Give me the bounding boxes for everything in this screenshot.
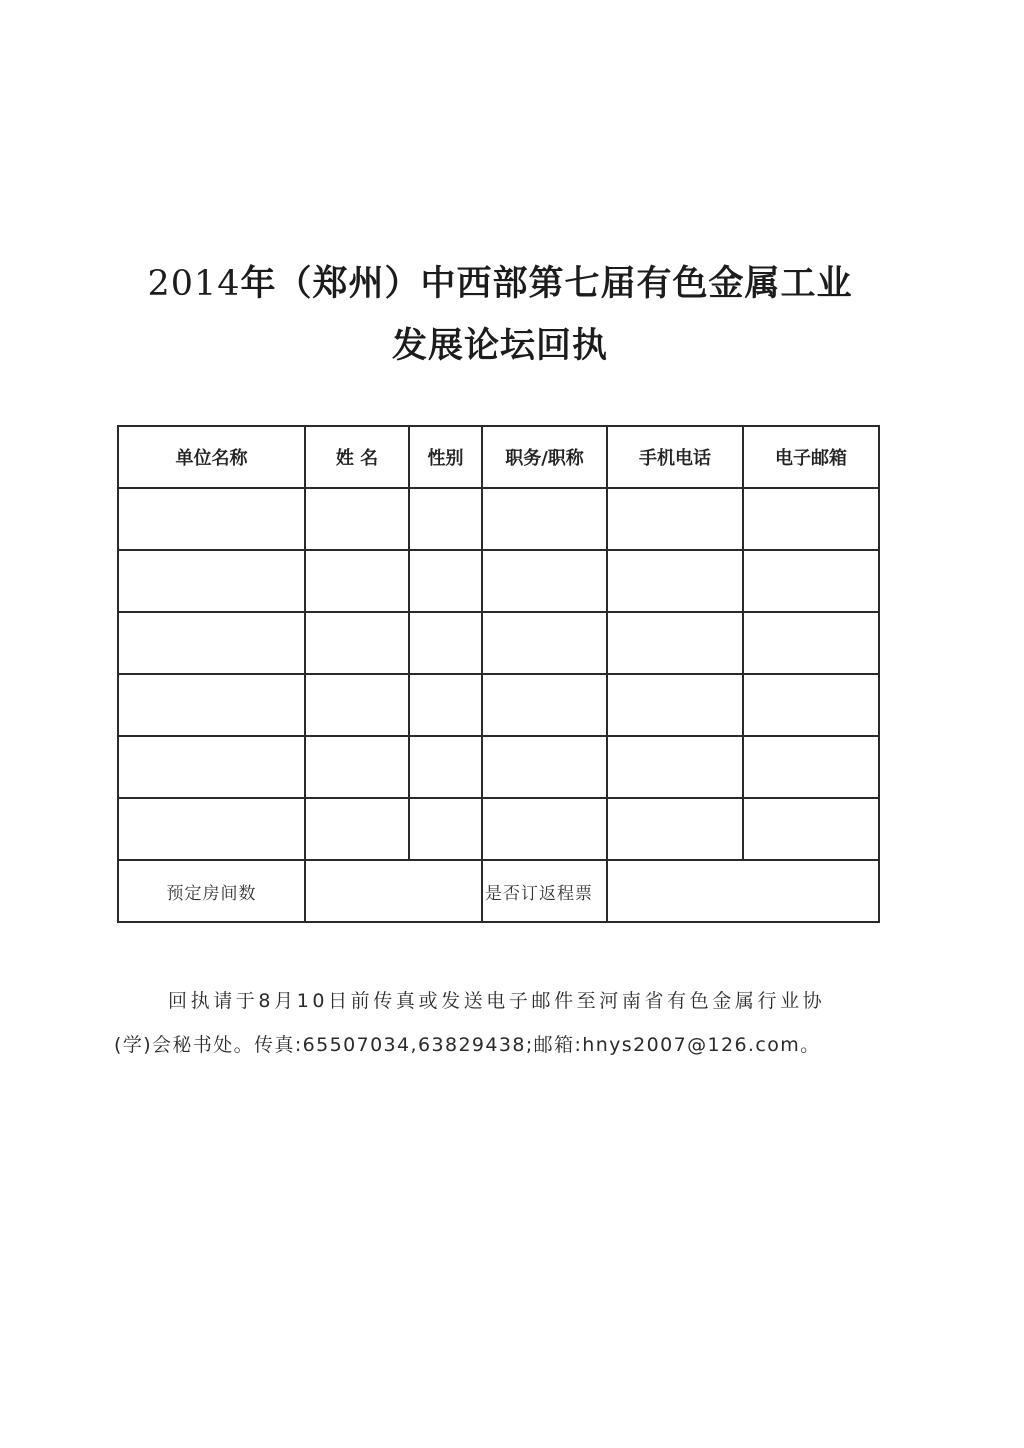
cell-name[interactable]	[305, 736, 409, 798]
cell-gender[interactable]	[409, 488, 482, 550]
return-ticket-label: 是否订返程票	[482, 860, 607, 922]
table-footer-row	[118, 860, 879, 922]
cell-mobile-phone[interactable]	[607, 736, 743, 798]
note-line1: 回执请于8月10日前传真或发送电子邮件至河南省有色金属行业协	[168, 990, 826, 1012]
header-position-title: 职务/职称	[482, 426, 607, 488]
cell-email[interactable]	[743, 798, 879, 860]
cell-email[interactable]	[743, 550, 879, 612]
cell-position-title[interactable]	[482, 550, 607, 612]
note-line2: (学)会秘书处。传真:65507034,63829438;邮箱:hnys2007@126.com。	[114, 1034, 821, 1056]
cell-email[interactable]	[743, 488, 879, 550]
header-name: 姓 名	[305, 426, 409, 488]
cell-name[interactable]	[305, 798, 409, 860]
cell-position-title[interactable]	[482, 488, 607, 550]
header-mobile-phone: 手机电话	[607, 426, 743, 488]
table-body	[118, 488, 879, 922]
table-row	[118, 736, 879, 798]
cell-mobile-phone[interactable]	[607, 612, 743, 674]
rooms-value-field[interactable]	[305, 860, 482, 922]
cell-company-name[interactable]	[118, 488, 305, 550]
cell-email[interactable]	[743, 674, 879, 736]
cell-company-name[interactable]	[118, 736, 305, 798]
cell-email[interactable]	[743, 736, 879, 798]
table-header-row	[118, 426, 879, 488]
title-year: 2014	[147, 264, 241, 304]
table-row	[118, 612, 879, 674]
cell-gender[interactable]	[409, 798, 482, 860]
cell-position-title[interactable]	[482, 798, 607, 860]
cell-email[interactable]	[743, 612, 879, 674]
cell-name[interactable]	[305, 612, 409, 674]
header-company-name: 单位名称	[118, 426, 305, 488]
cell-company-name[interactable]	[118, 612, 305, 674]
cell-position-title[interactable]	[482, 612, 607, 674]
header-email: 电子邮箱	[743, 426, 879, 488]
document-title-line1	[0, 256, 1012, 306]
table-row	[118, 674, 879, 736]
cell-name[interactable]	[305, 550, 409, 612]
header-gender: 性别	[409, 426, 482, 488]
cell-mobile-phone[interactable]	[607, 488, 743, 550]
registration-table	[117, 425, 880, 923]
cell-mobile-phone[interactable]	[607, 674, 743, 736]
cell-mobile-phone[interactable]	[607, 550, 743, 612]
rooms-label: 预定房间数	[118, 860, 305, 922]
cell-gender[interactable]	[409, 550, 482, 612]
cell-name[interactable]	[305, 674, 409, 736]
cell-company-name[interactable]	[118, 798, 305, 860]
return-ticket-value-field[interactable]	[607, 860, 879, 922]
cell-gender[interactable]	[409, 612, 482, 674]
cell-gender[interactable]	[409, 736, 482, 798]
cell-mobile-phone[interactable]	[607, 798, 743, 860]
cell-gender[interactable]	[409, 674, 482, 736]
cell-company-name[interactable]	[118, 550, 305, 612]
table-row	[118, 550, 879, 612]
cell-name[interactable]	[305, 488, 409, 550]
table-row	[118, 488, 879, 550]
cell-company-name[interactable]	[118, 674, 305, 736]
table-row	[118, 798, 879, 860]
cell-position-title[interactable]	[482, 674, 607, 736]
document-title-line2: 发展论坛回执	[391, 326, 608, 366]
title-line1-text: 年（郑州）中西部第七届有色金属工业	[240, 264, 853, 304]
cell-position-title[interactable]	[482, 736, 607, 798]
